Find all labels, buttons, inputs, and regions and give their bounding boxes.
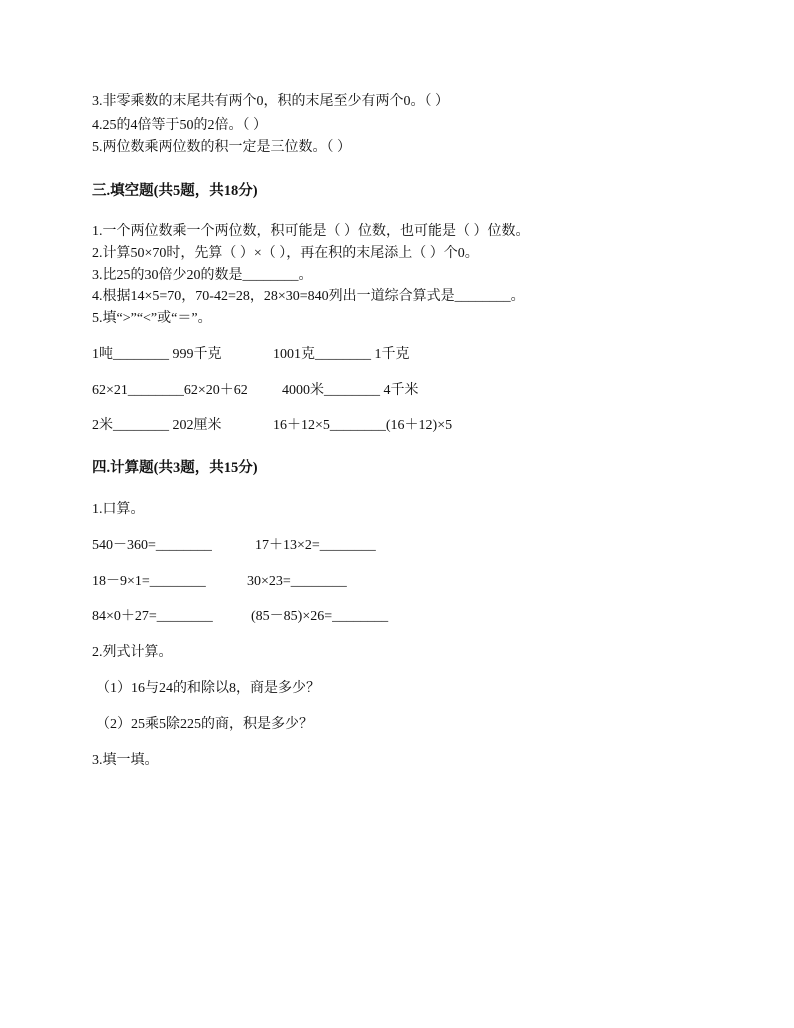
- fill-item-5: 5.填“>”“<”或“＝”。: [92, 311, 212, 326]
- compare-right-1: 1001克________ 1千克: [273, 347, 410, 362]
- compare-right-3: 16＋12×5________(16＋12)×5: [273, 418, 453, 433]
- calc-q2-item-2: （2）25乘5除225的商，积是多少？: [96, 717, 313, 732]
- judgment-item-4: 4.25的4倍等于50的2倍。（ ）: [92, 118, 267, 133]
- compare-left-1: 1吨________ 999千克: [92, 347, 222, 362]
- oral-left-1: 540－360=________: [92, 538, 212, 553]
- oral-left-2: 18－9×1=________: [92, 574, 206, 589]
- fill-item-4: 4.根据14×5=70，70-42=28，28×30=840列出一道综合算式是________。: [92, 289, 525, 304]
- oral-right-3: (85－85)×26=________: [251, 609, 389, 624]
- judgment-item-5: 5.两位数乘两位数的积一定是三位数。（ ）: [92, 140, 351, 155]
- section-heading-calc: 四.计算题(共3题，共15分): [92, 460, 258, 476]
- compare-left-2: 62×21________62×20＋62: [92, 383, 248, 398]
- calc-q1: 1.口算。: [92, 502, 145, 517]
- compare-left-3: 2米________ 202厘米: [92, 418, 222, 433]
- section-heading-fill: 三.填空题(共5题，共18分): [92, 183, 258, 199]
- fill-item-2: 2.计算50×70时，先算（ ）×（ ），再在积的末尾添上（ ）个0。: [92, 246, 479, 261]
- oral-right-1: 17＋13×2=________: [255, 538, 376, 553]
- oral-right-2: 30×23=________: [247, 574, 347, 589]
- oral-left-3: 84×0＋27=________: [92, 609, 213, 624]
- calc-q2-item-1: （1）16与24的和除以8，商是多少？: [96, 681, 320, 696]
- compare-right-2: 4000米________ 4千米: [282, 383, 419, 398]
- calc-q2: 2.列式计算。: [92, 645, 173, 660]
- judgment-item-3: 3.非零乘数的末尾共有两个0，积的末尾至少有两个0。（ ）: [92, 94, 449, 109]
- calc-q3: 3.填一填。: [92, 753, 159, 768]
- fill-item-3: 3.比25的30倍少20的数是________。: [92, 268, 313, 283]
- fill-item-1: 1.一个两位数乘一个两位数，积可能是（ ）位数，也可能是（ ）位数。: [92, 224, 530, 239]
